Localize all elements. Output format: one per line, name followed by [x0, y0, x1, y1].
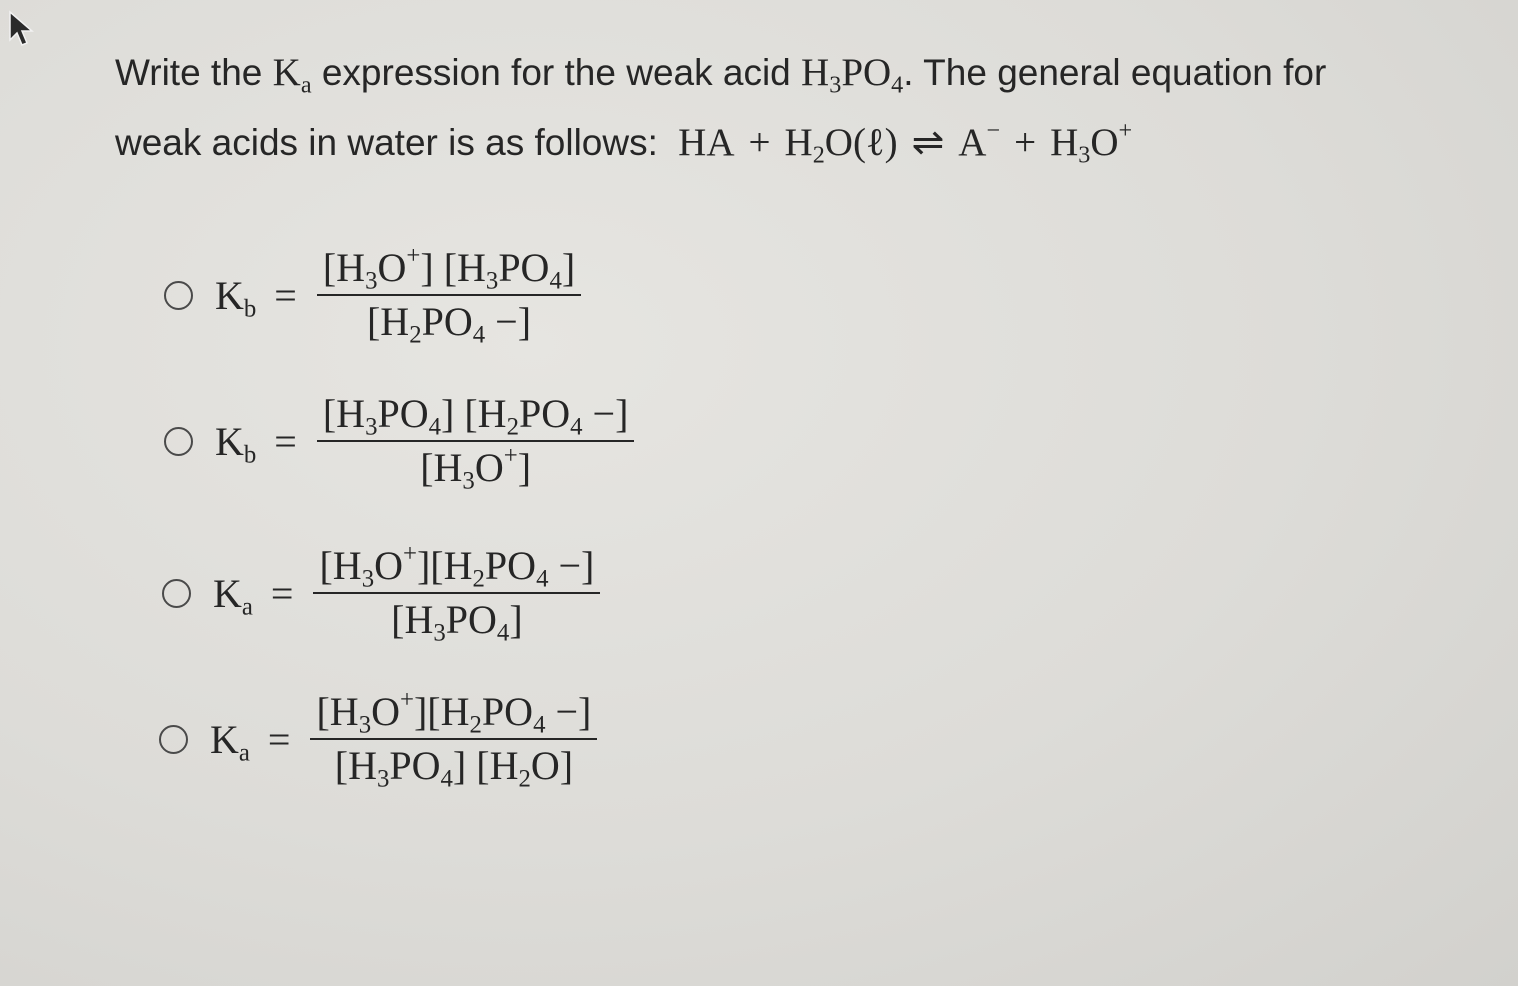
- question-intro: Write the: [115, 52, 263, 93]
- question-after-acid: . The general equation for: [903, 52, 1327, 93]
- option-4-expression: [210, 686, 597, 792]
- option-2-lhs: $K_b$: [215, 418, 257, 468]
- option-1-numerator: $[H_3O^+]$ $[H_3PO_4]$: [322, 242, 576, 295]
- general-equation: HA + $H_2O(\ell)$ ⇌ $A^- + H_3O^+$: [678, 117, 1133, 169]
- radio-button-2[interactable]: [164, 427, 193, 456]
- question-line2-text: weak acids in water is as follows:: [115, 122, 658, 163]
- answer-option-4[interactable]: [159, 686, 597, 792]
- radio-button-1[interactable]: [164, 281, 193, 310]
- radio-button-3[interactable]: [162, 579, 191, 608]
- option-2-fraction: [317, 388, 635, 494]
- option-3-expression: [213, 540, 600, 646]
- acid-formula: $H_3PO_4$: [801, 51, 904, 99]
- equals-sign: =: [270, 570, 294, 616]
- option-3-numerator: $[H_3O^+][H_2PO_4$ −]: [319, 540, 595, 593]
- question-mid: expression for the weak acid: [321, 52, 791, 93]
- option-4-numerator: $[H_3O^+][H_2PO_4$ −]: [316, 686, 592, 739]
- option-1-expression: [215, 242, 581, 348]
- answer-option-2[interactable]: [164, 388, 634, 494]
- option-2-denominator: $[H_3O^+]$: [420, 442, 532, 495]
- option-2-numerator: $[H_3PO_4]$ [$H_2PO_4$ −]: [322, 391, 629, 441]
- option-1-denominator: [$H_2PO_4$ −]: [366, 299, 532, 349]
- question-line-2: [115, 108, 1415, 178]
- option-1-fraction: [317, 242, 581, 348]
- equals-sign: =: [274, 418, 297, 464]
- option-3-lhs: $K_a$: [213, 570, 253, 620]
- option-3-denominator: $[H_3PO_4]$: [391, 597, 523, 647]
- option-4-fraction: [310, 686, 597, 792]
- question-text: [115, 38, 1415, 178]
- option-1-lhs: $K_b$: [215, 272, 257, 322]
- option-4-lhs: $K_a$: [210, 716, 250, 766]
- option-4-denominator: $[H_3PO_4]$ $[H_2O]$: [334, 743, 574, 793]
- answer-option-1[interactable]: [164, 242, 581, 348]
- question-line-1: [115, 38, 1415, 108]
- option-3-fraction: [313, 540, 600, 646]
- ka-symbol: $K_a$: [272, 51, 312, 99]
- equals-sign: =: [267, 716, 291, 762]
- option-2-expression: [215, 388, 634, 494]
- equals-sign: =: [274, 272, 297, 318]
- answer-option-3[interactable]: [162, 540, 600, 646]
- radio-button-4[interactable]: [159, 725, 188, 754]
- mouse-cursor-icon: [6, 10, 40, 50]
